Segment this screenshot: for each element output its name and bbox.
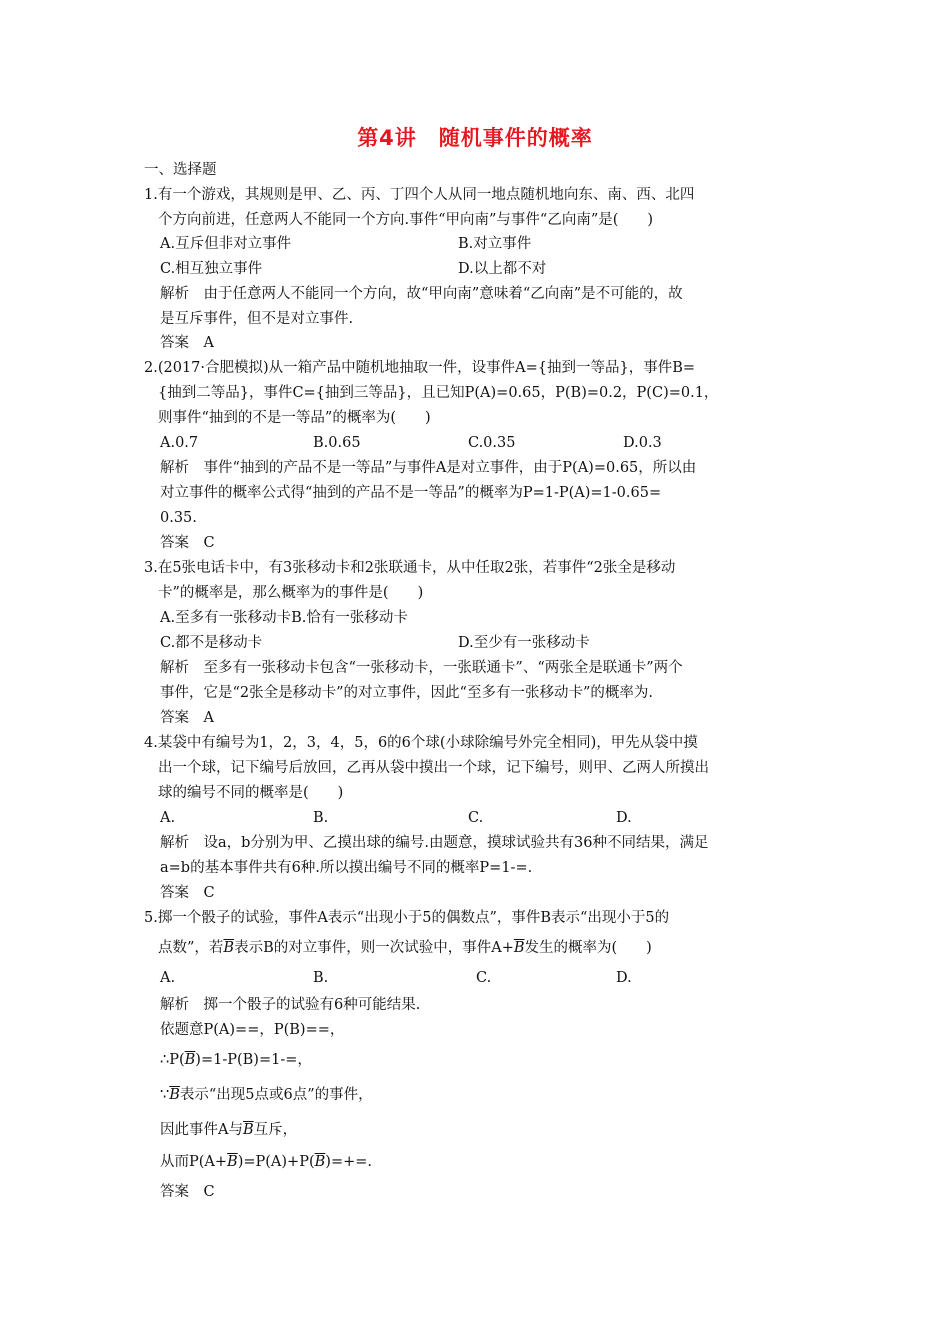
question-4-option-d: D. xyxy=(616,810,632,826)
b-complement: $\overline{B}$ xyxy=(169,1087,180,1103)
question-2-option-d: D.0.3 xyxy=(623,435,662,451)
question-1-analysis-2: 是互斥事件，但不是对立事件. xyxy=(160,311,354,327)
question-3-line-1: 3.在5张电话卡中，有3张移动卡和2张联通卡，从中任取2张，若事件“2张全是移动 xyxy=(144,560,676,576)
question-3-option-c: C.都不是移动卡 xyxy=(160,635,263,651)
question-5-answer: 答案 C xyxy=(160,1184,215,1200)
question-4-analysis-1: 解析 设a，b分别为甲、乙摸出球的编号.由题意，摸球试验共有36种不同结果，满足 xyxy=(160,835,709,851)
question-5-step-1: $\therefore P(\overline{B})=1-P(B)=1-=$， xyxy=(160,1052,312,1068)
question-5-step-4: 从而$P(A+\overline{B})=P(A)+P(\overline{B})=+=$. xyxy=(160,1154,372,1170)
question-1-option-a: A.互斥但非对立事件 xyxy=(160,236,292,252)
b-complement: $\overline{B}$ xyxy=(314,1154,326,1170)
question-1-answer: 答案 A xyxy=(160,335,214,351)
question-2-analysis-3: 0.35. xyxy=(160,510,197,526)
question-3-option-d: D.至少有一张移动卡 xyxy=(458,635,590,651)
question-5-option-c: C. xyxy=(476,970,492,986)
question-2-analysis-1: 解析 事件“抽到的产品不是一等品”与事件A是对立事件，由于P(A)=0.65，所以由 xyxy=(160,460,697,476)
question-4-option-b: B. xyxy=(313,810,329,826)
question-4-option-a: A. xyxy=(160,810,176,826)
question-4-analysis-2: a=b的基本事件共有6种.所以摸出编号不同的概率P=1-=. xyxy=(160,860,533,876)
question-2-line-1: 2.(2017·合肥模拟)从一箱产品中随机地抽取一件，设事件A={抽到一等品}，事件B= xyxy=(144,360,696,376)
question-5-step-2: $\because\overline{B}$表示“出现5点或6点”的事件， xyxy=(160,1087,373,1103)
question-3-option-a-b: A.至多有一张移动卡B.恰有一张移动卡 xyxy=(160,610,408,626)
question-1-option-d: D.以上都不对 xyxy=(458,261,547,277)
question-5-line-2: 点数”，若$\overline{B}$表示B的对立事件，则一次试验中，事件$A+\overline{B}$发生的概率为( ) xyxy=(158,940,652,956)
b-complement: $\overline{B}$ xyxy=(223,940,235,956)
b-complement: $\overline{B}$ xyxy=(184,1052,196,1068)
page-title: 第4讲 随机事件的概率 xyxy=(357,126,593,150)
question-4-line-3: 球的编号不同的概率是( ) xyxy=(158,785,344,801)
question-4-line-1: 4.某袋中有编号为1，2，3，4，5，6的6个球(小球除编号外完全相同)，甲先从袋中摸 xyxy=(144,735,698,751)
question-5-option-d: D. xyxy=(616,970,632,986)
question-5-analysis-1: 解析 掷一个骰子的试验有6种可能结果. xyxy=(160,997,421,1013)
question-2-option-c: C.0.35 xyxy=(468,435,516,451)
question-5-analysis-2: 依题意P(A)==，P(B)==， xyxy=(160,1022,345,1038)
question-1-line-1: 1.有一个游戏，其规则是甲、乙、丙、丁四个人从同一地点随机地向东、南、西、北四 xyxy=(144,187,695,203)
b-complement: $\overline{B}$ xyxy=(227,1154,238,1170)
question-1-line-2: 个方向前进，任意两人不能同一个方向.事件“甲向南”与事件“乙向南”是( ) xyxy=(158,212,654,228)
question-3-answer: 答案 A xyxy=(160,710,214,726)
question-4-answer: 答案 C xyxy=(160,885,215,901)
question-5-line-1: 5.掷一个骰子的试验，事件A表示“出现小于5的偶数点”，事件B表示“出现小于5的 xyxy=(144,910,670,926)
question-1-option-c: C.相互独立事件 xyxy=(160,261,263,277)
b-complement: $\overline{B}$ xyxy=(242,1122,254,1138)
question-3-analysis-2: 事件，它是“2张全是移动卡”的对立事件，因此“至多有一张移动卡”的概率为. xyxy=(160,685,653,701)
question-2-option-a: A.0.7 xyxy=(160,435,199,451)
question-3-line-2: 卡”的概率是，那么概率为的事件是( ) xyxy=(158,585,424,601)
section-heading: 一、选择题 xyxy=(144,162,217,178)
question-4-option-c: C. xyxy=(468,810,484,826)
question-5-option-a: A. xyxy=(160,970,176,986)
question-1-analysis-1: 解析 由于任意两人不能同一个方向，故“甲向南”意味着“乙向南”是不可能的，故 xyxy=(160,286,683,302)
question-5-option-b: B. xyxy=(313,970,329,986)
question-4-line-2: 出一个球，记下编号后放回，乙再从袋中摸出一个球，记下编号，则甲、乙两人所摸出 xyxy=(158,760,709,776)
question-1-option-b: B.对立事件 xyxy=(458,236,532,252)
b-complement: $\overline{B}$ xyxy=(513,940,525,956)
question-2-analysis-2: 对立事件的概率公式得“抽到的产品不是一等品”的概率为P=1-P(A)=1-0.65= xyxy=(160,485,662,501)
question-2-option-b: B.0.65 xyxy=(313,435,361,451)
question-2-answer: 答案 C xyxy=(160,535,215,551)
question-5-step-3: 因此事件A与$\overline{B}$互斥， xyxy=(160,1122,298,1138)
question-3-analysis-1: 解析 至多有一张移动卡包含“一张移动卡，一张联通卡”、“两张全是联通卡”两个 xyxy=(160,660,683,676)
question-2-line-2: {抽到二等品}，事件C={抽到三等品}，且已知P(A)=0.65，P(B)=0.2，P(C)=0.1， xyxy=(158,385,719,401)
question-2-line-3: 则事件“抽到的不是一等品”的概率为( ) xyxy=(158,410,431,426)
